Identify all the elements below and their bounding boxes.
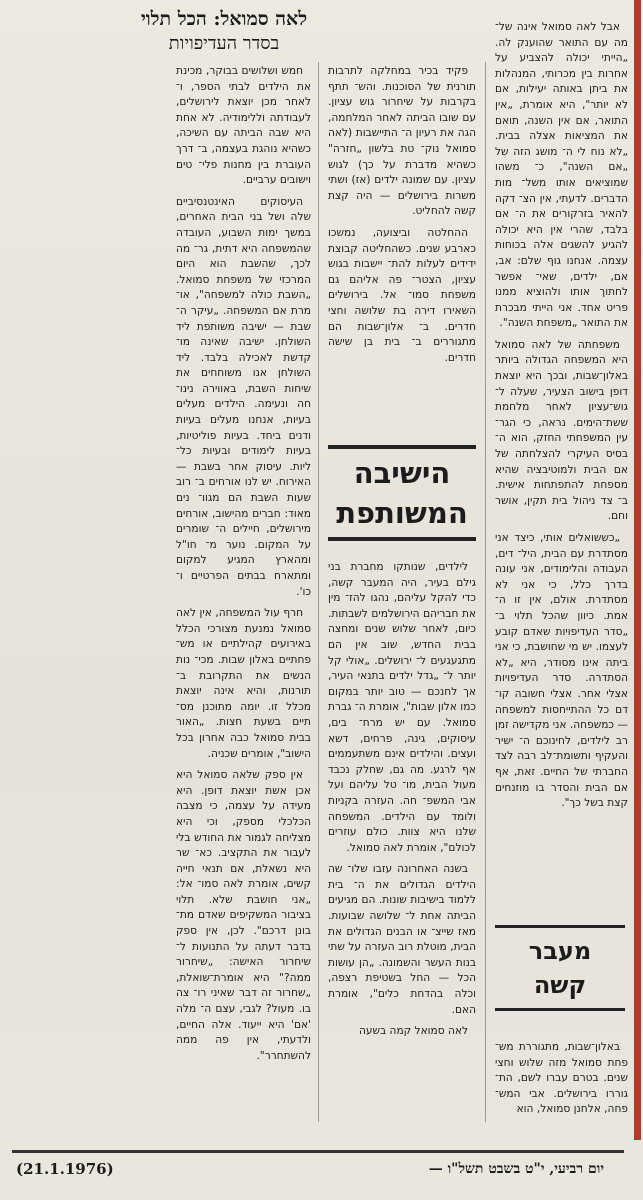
section-heading <box>495 934 625 1002</box>
paragraph: לאה סמואל קמה בשעה <box>359 1025 468 1038</box>
section-heading-line: מעבר <box>528 937 592 965</box>
article-column-1 <box>495 20 628 1000</box>
paragraph: „כששואלים אותי, כיצד אני מסתדרת עם הבית, היל־ דים, העבודה והלימודים, אני עונה בדרך כלל, כי אני לא מסתדרת. אולם, אין זו ה־ אמת. כיוון שהכל תלוי ב־ „סדר העדיפויות שאדם קובע לעצמו. יש מי שחושבת, כי אני ביתה אינו מסודר, היא „לא הסתדרה. סדר העדיפויות אצלי אחר. אצלי חשובה קו־ דם כל ההתייחסות למשפחה — כמשפחה. אני מקדישה זמן רב לילדים, לחינוכם ה־ ישיר והעקיף ותשומת־לב רבה לצד החברתי של החיים. זאת, אף אם הבית והסדר בו מוזנחים קצת בשל כך". <box>495 532 628 810</box>
heading-rule <box>495 1008 625 1011</box>
paragraph: ההחלטה וביצועה, נמשכו כארבע שנים. כשהחליטה קבוצת ידידים לעלות להת־ יישבות בגוש עציון, הצטר־ פה אליהם גם משפחת סמו־ אל. בירושלים השאירו דירה בת שלושה וחצי חדרים. ב־ אלון־שבות הם מתגוררים ב־ בית בן שישה חדרים. <box>328 226 476 364</box>
article-column-2-bottom <box>328 560 476 1100</box>
paragraph: חמש ושלושים בבוקר, מכינת את הילדים לבתי הספר, ו־ לאחר מכן יוצאת לירושלים, לעבודתה וללימודיה. לא אחת היא שבה הביתה עם השיכה, כשהיא נוהגת בעצמה, ב־ דרך העוברת בין מחנות פלי־ טים וישובים ערביים. <box>176 65 311 187</box>
paragraph: אין ספק שלאה סמואל היא אכן אשת יוצאת דופן. היא מעידה על עצמה, כי מצבה הכלכלי מספק, וכי היא מצליחה לגמור את החודש בלי לעבור את התקציב. כא־ שר היא נשאלת, אם תנאי חייה קשים, אומרת לאה סמו־ אל: „אני חושבת שלא. תלוי בציבור המשקיפים שאדם מת־ בונן דרכם". לכן, אין ספק בדבר דעתה על התנועות ל־ שיחרור האישה: „שיחרור ממה?" היא אומרת־שואלת, „שחרור זה דבר שאיני רו־ צה בו. מעול? לגבי, עצם ה־ מלה 'אם' היא ייעוד. אלה החיים, ולדעתי, אין פה ממה להשתחרר". <box>176 769 311 1062</box>
paragraph: פקיד בכיר במחלקה לתרבות תורנית של הסוכנות. והש־ תתף בקרבות על שיחרור גוש עציון. עם שובו הביתה לאחר המלחמה, הגה את רעיון ה־ התיישבות (לאה סמואל נוק־ טת בלשון „חזרה" כשהיא מדברת על כך) לגוש עציון. עם שמונה ילדים (אז) ושתי משרות בירושלים — היה קצת קשה להחליט. <box>328 65 476 218</box>
heading-rule <box>328 537 476 541</box>
paragraph: העיסוקים האינטנסיביים שלה ושל בני הבית האחרים, במשך ימות השבוע, העובדה שהמשפחה היא דתית, גר־ מה לכך, שהשבת הוא היום המרכזי של משפחת סמואל. „השבת כולה למשפחה", או־ מרת אם המשפחה. „עיקר ה־ שבת — ישיבה משותפת ליד השולחן. ישיבה שאינה מו־ קדשת לאכילה בלבד. ליד השולחן אנו משוחחים את שיחות השבת, באווירה נינו־ חה ונעימה. הילדים מעלים בעיות, אנחנו מעלים בעיות ודנים ביחד. בעיות פוליטיות, בעיות לימודים ובעיות כל־ ליות. עיסוק אחר בשבת — האירוח. יש לנו אורחים ב־ רוב שעות השבת הם מגוו־ נים מאוד: חברים מהישוב, אורחים מירושלים, חיילים ה־ שומרים על המקום. נוער מ־ חו"ל ומהארץ המגיע למקום ומתארח בבתים הפרטיים ו־ כו'. <box>176 195 311 598</box>
paragraph: באלון־שבות, מתגוררת מש־ פחת סמואל מזה שלוש וחצי שנים. בטרם עברו לשם, הת־ גוררו בירושלים. אבי המש־ פחה, אלחנן סמואל, הוא <box>495 1041 628 1116</box>
column-divider <box>318 62 319 1122</box>
section-heading-line: הישיבה <box>353 456 451 490</box>
paragraph: לילדים, שנותקו מחברת בני גילם בעיר, היה המעבר קשה, כדי להקל עליהם, נהגו להז־ מין את חבריהם הירושלמים לשבתות. כיום, לאחר שלוש שנים ומחצה בבית החדש, שוב אין הם מתגעגעים ל־ ירושלים. „אולי קל יותר ל־ „גדל ילדים בתנאי העיר, אך לחנכם — טוב יותר במקום כמו אלון שבות", אומרת ה־ גברת סמואל. עם יש מרח־ בים, עיסוקים, גינה, פרחים, דשא ועצים. והילדים אינם משתעממים אף לרגע. מה גם, שחלק נכבד מעול הבית, מו־ טל עליהם ועל אבי המשפ־ חה. העזרה בקניות ולומד עם הילדים. המשפחה שלנו היא צוות. כולם עוזרים לכולם", אומרת לאה סמואל. <box>328 561 476 854</box>
section-heading <box>328 453 476 533</box>
article-column-2 <box>328 64 476 399</box>
subheadline: בסדר העדיפויות <box>168 33 280 54</box>
section-heading-box <box>328 445 476 551</box>
article-column-1-bottom <box>495 1040 628 1135</box>
section-heading-box <box>495 925 625 1031</box>
article-header <box>14 6 434 56</box>
column-divider <box>485 62 486 1122</box>
publication-footer <box>12 1150 624 1181</box>
paragraph: בשנה האחרונה עזבו שלו־ שה הילדים הגדולים את ה־ בית ללמוד בישיבות שונות. הם מגיעים הביתה אחת ל־ שלושה שבועות. מאז שייצ־ או הבנים הגדולים את הבית, מוטלת רוב העזרה על שתי בנות העשר והשמונה. „הן עושות הכל — החל בשטיפת רצפה, וכלה בהדחת כלים", אומרת האם. <box>328 863 476 1016</box>
paragraph: חרף עול המשפחה, אין לאה סמואל נמנעת מצורכי הכלל באירועים קהילתיים או מש־ פחתיים באלון שבות. מכי־ נות הנשים את התקרובת ב־ תורנות, והיא אינה יוצאת מכלל זו. יומה מתוכנן מס־ תיים בשעת חצות. „האור בבית סמואל כבה אחרון בכל הישוב", אומרים שכניה. <box>176 607 311 760</box>
article-column-3 <box>176 64 311 1129</box>
publication-date: (21.1.1976) <box>16 1160 114 1178</box>
publication-date-hebrew: יום רביעי, י"ט בשבט תשל"ו — <box>428 1161 604 1177</box>
heading-rule <box>495 925 625 928</box>
section-heading-line: קשה <box>533 971 587 999</box>
headline: לאה סמואל: הכל תלוי <box>140 8 308 30</box>
margin-red-stripe <box>634 0 641 1140</box>
paragraph: משפחתה של לאה סמואל היא המשפחה הגדולה ביותר באלון־שבות, ובכך היא יוצאת דופן בישוב הצעיר, שעלה ל־ גוש־עציון לאחר מלחמת ששת־הימים. נראה, כי הגר־ עין המשפחתי החזק, הוא ה־ בסיס העיקרי להצלחתה של אם הבית ולמוטיבציה שהיא מספחת להתפתחות אישית. ב־ צד ניהול בית תקין, אושר וחם. <box>495 338 628 523</box>
section-heading-line: המשותפת <box>336 496 468 530</box>
paragraph: אבל לאה סמואל אינה של־ מה עם התואר שהוענק לה. „הייתי יכולה להצביע על אחרות בין מכרותי, המנהלות את ביתן באותה יעילות, אם לא יותר", היא אומרת, „אין התואר, אם אין השנה, תואם את המציאות אצלה בבית. „לא נוח לי ה־ מושג הזה של „אם השנה", כ־ משהו שמוציאים אותו משל־ מות הדברים. לדעתי, אין הצ־ דקה להאיר בזרקורים את ה־ אם בלבד, שהרי אין היא יכולה להגיע להשגים אלה בכוחות עצמה. אנחנו גוף שלם: אב, אם, ילדים, שאי־ אפשר לחתוך אותו ולהוציא ממנו פריט אחד. אני הייתי מבכרת את התואר „משפחת השנה". <box>495 21 628 330</box>
heading-rule <box>328 445 476 449</box>
